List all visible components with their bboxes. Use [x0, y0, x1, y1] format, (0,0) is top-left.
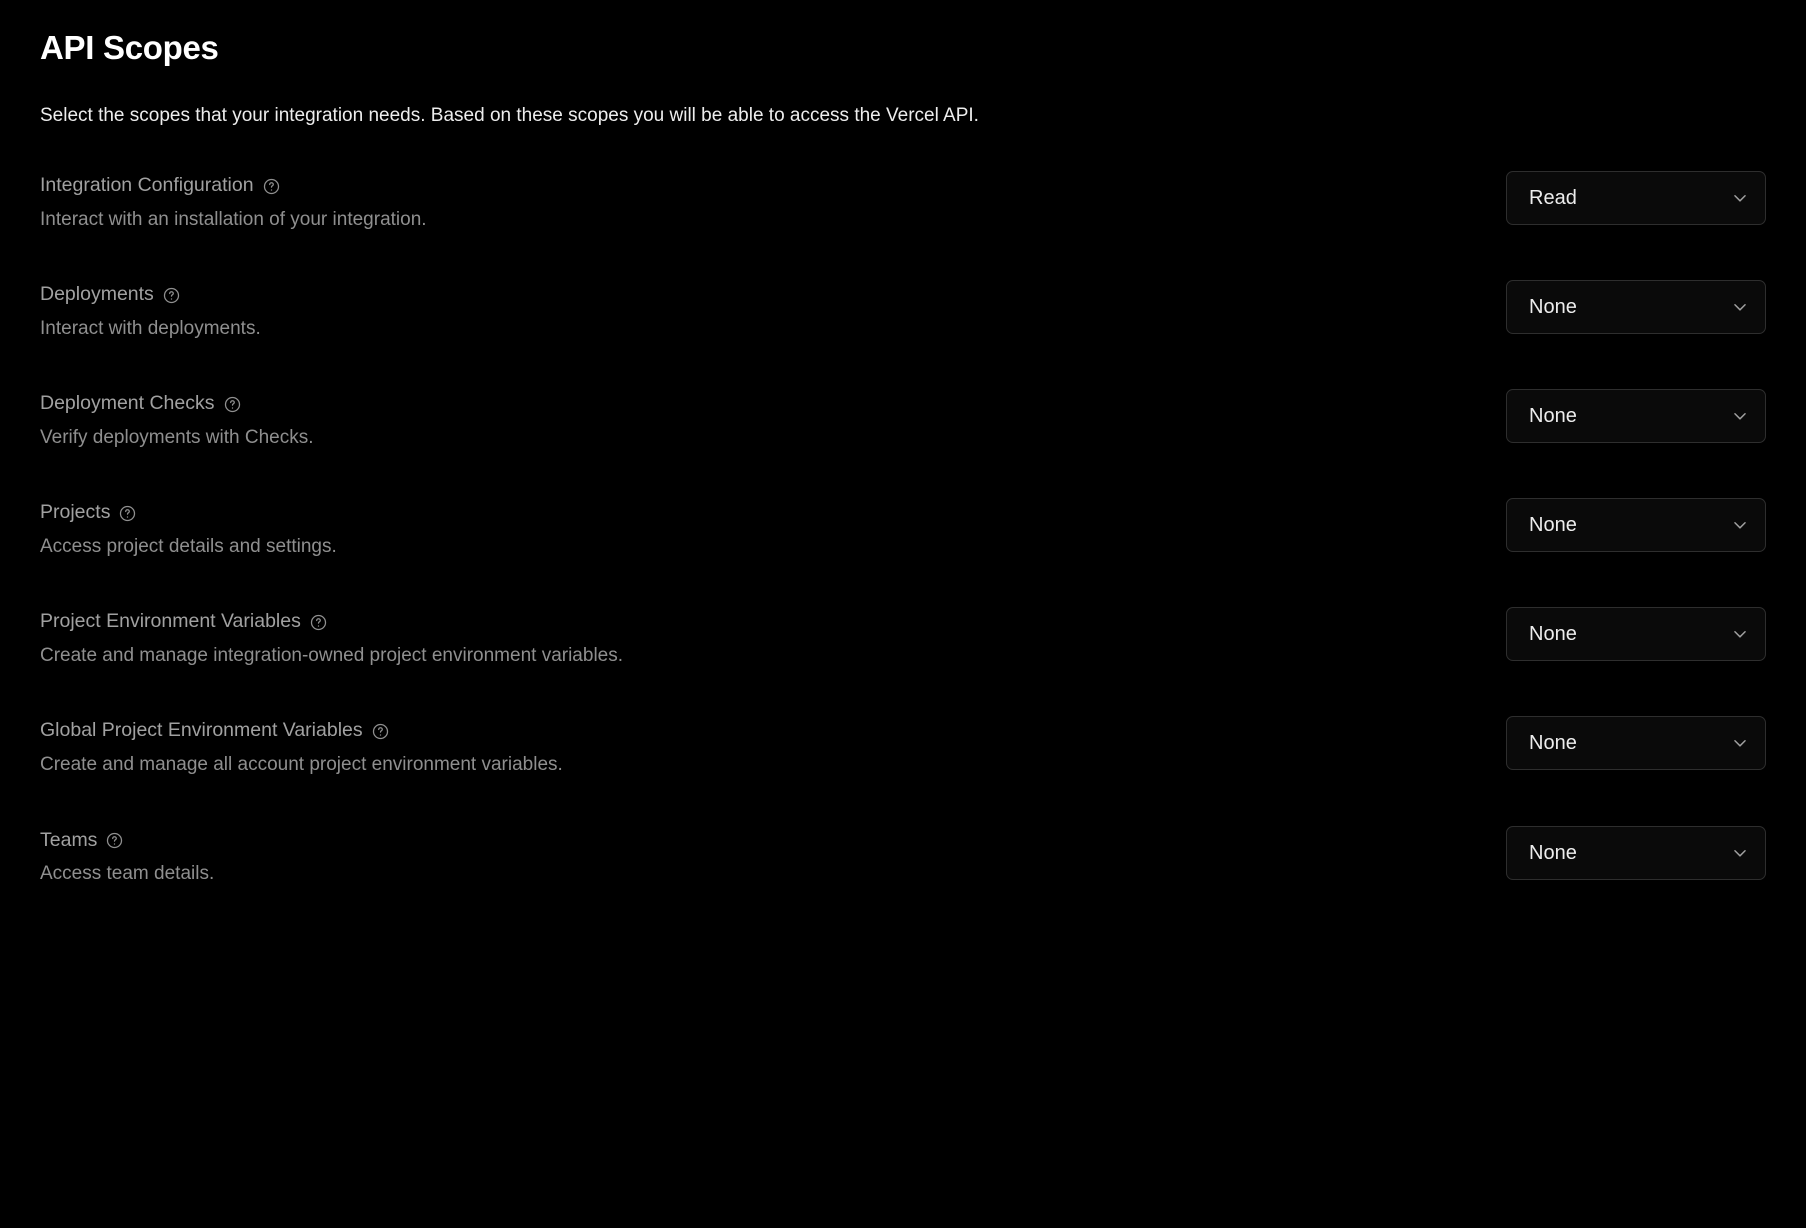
scope-select-wrapper	[1506, 389, 1766, 443]
scope-row	[40, 389, 1766, 498]
scope-select-wrapper	[1506, 280, 1766, 334]
question-mark-circle-icon[interactable]	[263, 178, 280, 195]
scope-permission-select[interactable]	[1506, 716, 1766, 770]
scope-name-label: Project Environment Variables	[40, 610, 301, 633]
question-mark-circle-icon[interactable]	[106, 832, 123, 849]
question-mark-circle-icon[interactable]	[163, 287, 180, 304]
scope-description: Interact with deployments.	[40, 317, 261, 339]
scope-row	[40, 171, 1766, 280]
scope-description: Interact with an installation of your integration.	[40, 208, 427, 230]
chevron-down-icon	[1731, 734, 1749, 752]
scope-select-wrapper	[1506, 607, 1766, 661]
scope-select-wrapper	[1506, 498, 1766, 552]
scope-permission-value: None	[1529, 405, 1577, 428]
scope-permission-select[interactable]	[1506, 389, 1766, 443]
scope-permission-select[interactable]	[1506, 498, 1766, 552]
scope-description: Access team details.	[40, 862, 215, 884]
scope-row	[40, 716, 1766, 825]
scope-text	[40, 826, 214, 887]
scope-name-label: Deployment Checks	[40, 392, 215, 415]
scope-name-label: Global Project Environment Variables	[40, 719, 363, 742]
scope-name-label: Deployments	[40, 283, 154, 306]
scope-text	[40, 389, 314, 450]
scope-permission-select[interactable]	[1506, 826, 1766, 880]
scope-permission-value: None	[1529, 514, 1577, 537]
scope-text	[40, 716, 563, 777]
chevron-down-icon	[1731, 298, 1749, 316]
chevron-down-icon	[1731, 625, 1749, 643]
chevron-down-icon	[1731, 189, 1749, 207]
scope-list	[40, 171, 1766, 934]
scope-permission-value: None	[1529, 623, 1577, 646]
scope-permission-select[interactable]	[1506, 280, 1766, 334]
question-mark-circle-icon[interactable]	[372, 723, 389, 740]
question-mark-circle-icon[interactable]	[310, 614, 327, 631]
scope-name	[40, 282, 261, 306]
scope-description: Access project details and settings.	[40, 535, 337, 557]
scope-row	[40, 280, 1766, 389]
scope-name	[40, 828, 214, 852]
scope-permission-select[interactable]	[1506, 607, 1766, 661]
scope-row	[40, 826, 1766, 935]
scope-row	[40, 498, 1766, 607]
scope-row	[40, 607, 1766, 716]
scope-text	[40, 498, 337, 559]
scope-permission-value: None	[1529, 841, 1577, 864]
scope-name	[40, 609, 623, 633]
scope-text	[40, 280, 261, 341]
chevron-down-icon	[1731, 516, 1749, 534]
page-description: Select the scopes that your integration needs. Based on these scopes you will be able to access the Vercel API.	[40, 104, 979, 126]
scope-select-wrapper	[1506, 716, 1766, 770]
scope-description: Create and manage all account project environment variables.	[40, 753, 563, 775]
scope-name	[40, 718, 563, 742]
chevron-down-icon	[1731, 407, 1749, 425]
scope-permission-value: None	[1529, 732, 1577, 755]
scope-permission-value: Read	[1529, 187, 1577, 210]
chevron-down-icon	[1731, 844, 1749, 862]
scope-name	[40, 391, 314, 415]
scope-name-label: Projects	[40, 501, 111, 524]
scope-text	[40, 171, 427, 232]
question-mark-circle-icon[interactable]	[224, 396, 241, 413]
scope-select-wrapper	[1506, 171, 1766, 225]
scope-name-label: Integration Configuration	[40, 174, 254, 197]
scope-permission-select[interactable]	[1506, 171, 1766, 225]
scope-text	[40, 607, 623, 668]
page-title: API Scopes	[40, 29, 219, 66]
scope-name	[40, 173, 427, 197]
scope-name-label: Teams	[40, 828, 98, 851]
scope-description: Verify deployments with Checks.	[40, 426, 314, 448]
scope-select-wrapper	[1506, 826, 1766, 880]
scope-name	[40, 500, 337, 524]
scope-description: Create and manage integration-owned project environment variables.	[40, 644, 624, 666]
question-mark-circle-icon[interactable]	[119, 505, 136, 522]
scope-permission-value: None	[1529, 296, 1577, 319]
